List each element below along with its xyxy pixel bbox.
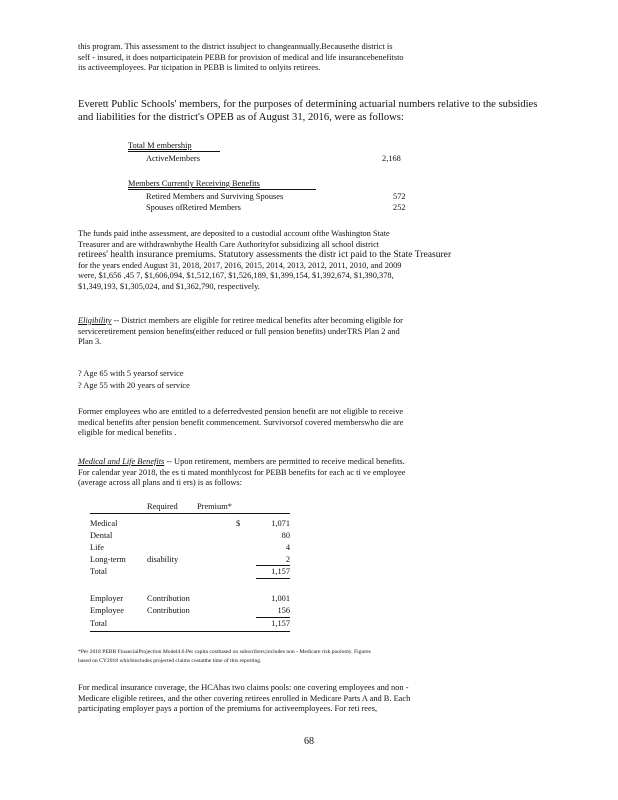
row-label: Employee <box>90 606 124 615</box>
text-line: Plan 3. <box>78 337 102 347</box>
text-line: Treasurer and are withdrawnbythe Health Care Authorityfor subsidizing all school district <box>78 239 380 249</box>
benefits-header: Members Currently Receiving Benefits <box>128 179 260 188</box>
members-heading: Everett Public Schools' members, for the purposes of determining actuarial numbers relative to the subsidies and liabilities for the district's OPEB as of August 31, 2016, were as follows: <box>78 99 538 123</box>
page-number: 68 <box>304 736 314 747</box>
text-line: this program. This assessment to the district issubject to changeannually.Becausethe district is <box>78 42 393 51</box>
total-rule <box>256 617 290 618</box>
text-line: (average across all plans and ti ers) is as follows: <box>78 478 242 488</box>
text-line: The funds paid inthe assessment, are deposited to a custodial account ofthe Washington State <box>78 229 390 238</box>
footnote <box>78 648 542 666</box>
active-members-label: ActiveMembers <box>146 154 200 163</box>
former-employees-paragraph <box>78 407 542 439</box>
spouses-value: 252 <box>393 203 406 212</box>
currency-symbol: $ <box>236 519 241 528</box>
text-line: *Per 2018 PEBB FinancialProjection Model4.0.Per capita costbased on subscribers;includes non - Medicare risk poolonly. Figures <box>78 649 371 655</box>
col-premium-header: Premium* <box>197 502 232 511</box>
row-value: 1,071 <box>271 519 290 528</box>
membership-header: Total M embership <box>128 141 192 150</box>
text-line: $1,349,193, $1,305,024, and $1,362,790, respectively. <box>78 281 260 291</box>
row-label-secondary: Contribution <box>147 594 190 603</box>
text-line: medical benefits after pension benefit commencement. Survivorsof covered memberswho die are <box>78 417 404 427</box>
retired-members-value: 572 <box>393 192 406 201</box>
bullet-item: ? Age 55 with 20 years of service <box>78 381 190 390</box>
row-value: 4 <box>285 543 290 552</box>
medical-benefits-label: Medical and Life Benefits <box>78 457 165 466</box>
text-line: its activeemployees. Par ticipation in PEBB is limited to onlyits retirees. <box>78 63 321 73</box>
row-value: 80 <box>281 531 290 540</box>
text-line: -- District members are eligible for retiree medical benefits after becoming eligible for <box>111 316 403 325</box>
row-label: Medical <box>90 519 118 528</box>
eligibility-label: Eligibility <box>78 316 112 325</box>
row-value: 156 <box>277 606 290 615</box>
medical-benefits-paragraph <box>78 457 542 489</box>
text-line: -- Upon retirement, members are permitted to receive medical benefits. <box>164 457 405 466</box>
row-label: Life <box>90 543 104 552</box>
spouses-label: Spouses ofRetired Members <box>146 203 241 212</box>
retired-members-label: Retired Members and Surviving Spouses <box>146 192 284 201</box>
row-value: 1,001 <box>271 594 290 603</box>
eligibility-paragraph <box>78 316 542 348</box>
active-members-value: 2,168 <box>382 154 401 163</box>
text-line: For calendar year 2018, the es ti mated monthlycost for PEBB benefits for each ac ti ve employee <box>78 467 406 477</box>
text-line: serviceretirement pension benefits(either reduced or full pension benefits) underTRS Plan 2 and <box>78 326 400 336</box>
underline <box>128 189 316 190</box>
text-line: based on CY2018 whichincludes projected claims costatthe time of this reporting. <box>78 658 262 664</box>
row-label: Total <box>90 567 108 576</box>
bullet-item: ? Age 65 with 5 yearsof service <box>78 369 184 378</box>
row-value: 1,157 <box>271 619 290 628</box>
funds-paragraph <box>78 229 542 293</box>
row-label-secondary: disability <box>147 555 179 564</box>
text-line: eligible for medical benefits . <box>78 428 177 438</box>
total-rule <box>256 565 290 566</box>
row-label-secondary: Contribution <box>147 606 190 615</box>
text-line: for the years ended August 31, 2018, 2017, 2016, 2015, 2014, 2013, 2012, 2011, 2010, and 2009 <box>78 260 402 270</box>
row-label: Long-term <box>90 555 126 564</box>
row-label: Total <box>90 619 108 628</box>
col-required-header: Required <box>147 502 178 511</box>
text-line: retirees' health insurance premiums. Statutory assessments the distr ict paid to the State Treasurer <box>78 249 452 261</box>
text-line: For medical insurance coverage, the HCAhas two claims pools: one covering employees and non - <box>78 683 409 692</box>
underline <box>128 151 220 152</box>
final-paragraph <box>78 683 542 715</box>
row-label: Employer <box>90 594 124 603</box>
table-rule <box>90 513 290 514</box>
text-line: Former employees who are entitled to a deferredvested pension benefit are not eligible to receive <box>78 407 404 416</box>
total-rule <box>256 578 290 579</box>
row-value: 1,157 <box>271 567 290 576</box>
table-rule <box>90 631 290 632</box>
text-line: Medicare eligible retirees, and the other covering retirees enrolled in Medicare Parts A and B. Each <box>78 693 411 703</box>
text-line: participating employer pays a portion of the premiums for activeemployees. For reti rees, <box>78 704 378 714</box>
intro-paragraph <box>78 42 542 74</box>
text-line: were, $1,656 ,45 7, $1,606,094, $1,512,167, $1,526,189, $1,399,154, $1,392,674, $1,390,378, <box>78 271 394 281</box>
row-label: Dental <box>90 531 113 540</box>
text-line: self - insured, it does notparticipatein PEBB for provision of medical and life insurancebenefitsto <box>78 52 404 62</box>
row-value: 2 <box>285 555 290 564</box>
